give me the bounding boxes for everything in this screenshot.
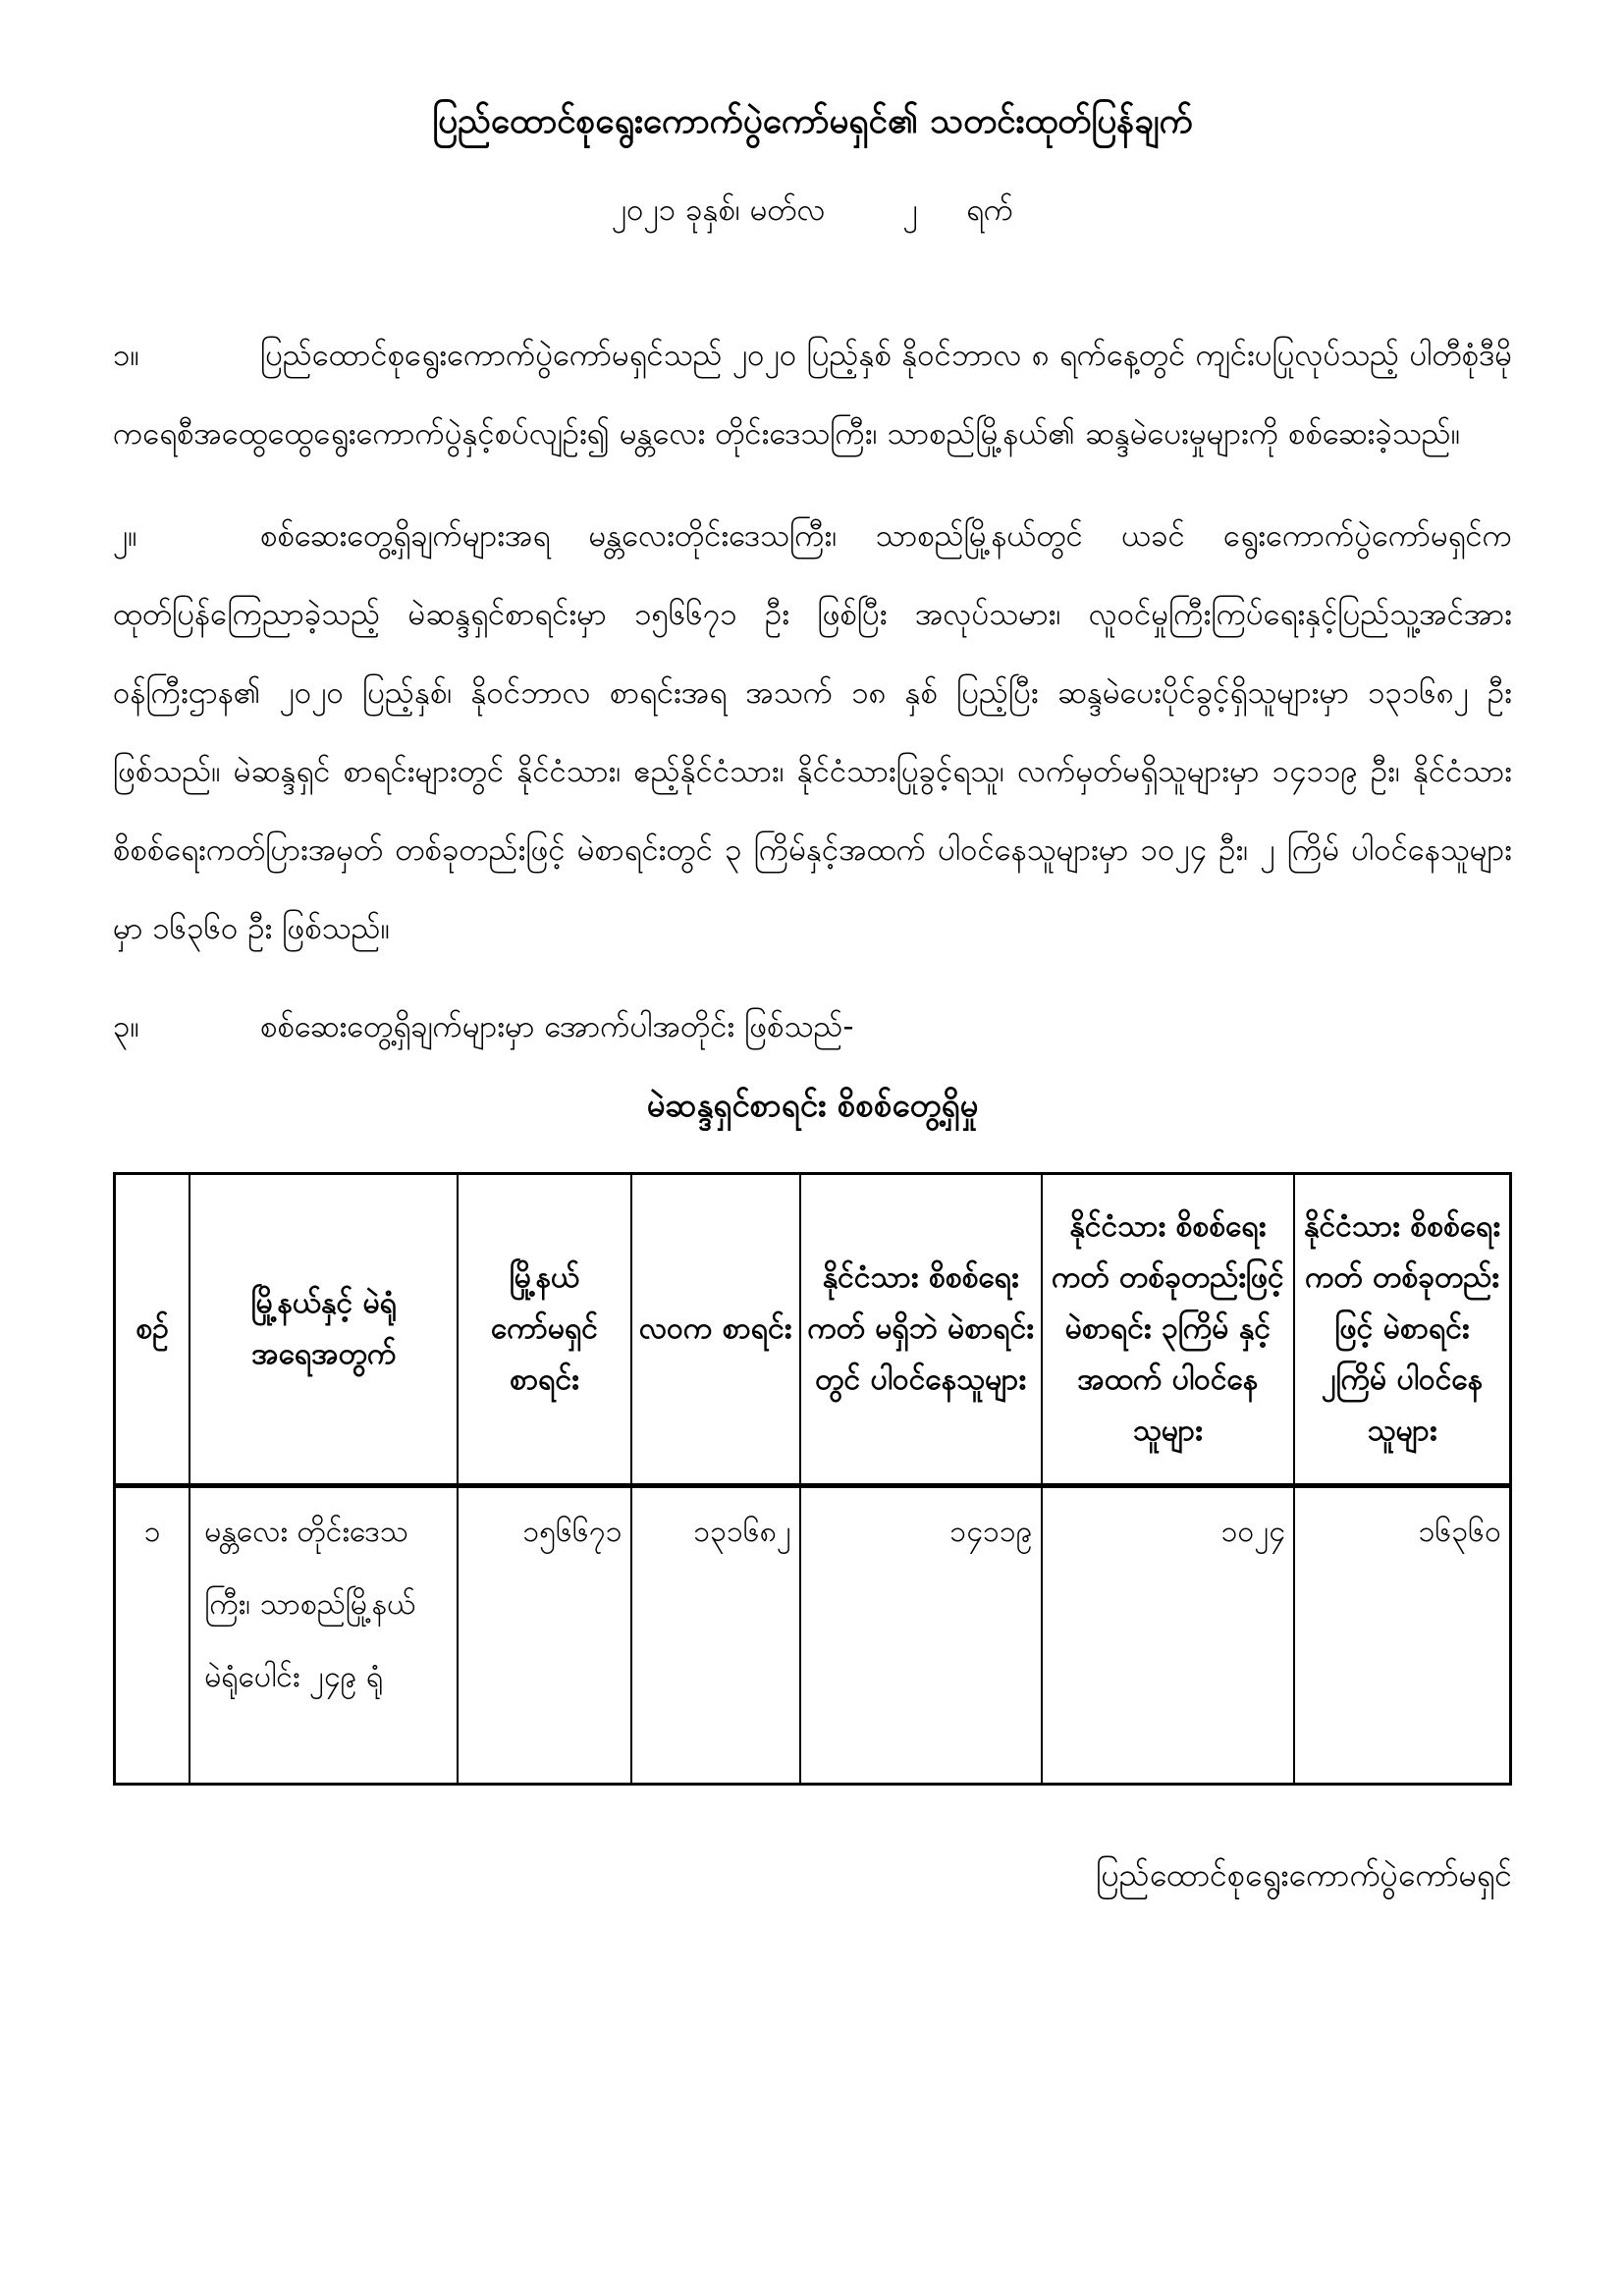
paragraph-1-number: ၁။: [113, 338, 139, 373]
header-same-card-3-or-more-times: နိုင်ငံသား စိစစ်ရေးကတ် တစ်ခုတည်းဖြင့် မဲစာရင်း ၃ကြိမ် နှင့် အထက် ပါဝင်နေသူများ: [1042, 1174, 1294, 1486]
voter-list-table: [113, 1172, 1512, 1786]
signature-line: ပြည်ထောင်စုရွေးကောက်ပွဲကော်မရှင်: [1096, 1856, 1512, 1894]
paragraph-1: [113, 316, 1512, 473]
cell-serial: ၁: [115, 1486, 190, 1785]
table-title: မဲဆန္ဒရှင်စာရင်း စိစစ်တွေ့ရှိမှု: [646, 1086, 979, 1124]
paragraph-3-text: စစ်ဆေးတွေ့ရှိချက်များမှာ အောက်ပါအတိုင်း ဖြစ်သည်-: [260, 1009, 854, 1044]
header-same-card-2-times: နိုင်ငံသား စိစစ်ရေးကတ် တစ်ခုတည်းဖြင့် မဲစာရင်း ၂ကြိမ် ပါဝင်နေသူများ: [1294, 1174, 1510, 1486]
cell-no-card-count: ၁၄၁၁၉: [800, 1486, 1042, 1785]
cell-3-or-more-times-count: ၁၀၂၄: [1042, 1486, 1294, 1785]
header-township-commission-list: မြို့နယ် ကော်မရှင် စာရင်း: [458, 1174, 630, 1486]
cell-immigration-list-count: ၁၃၁၆၈၂: [631, 1486, 800, 1785]
cell-2-times-count: ၁၆၃၆၀: [1294, 1486, 1510, 1785]
header-serial: စဉ်: [115, 1174, 190, 1486]
paragraph-2-text: စစ်ဆေးတွေ့ရှိချက်များအရ မန္တလေးတိုင်းဒေသကြီး၊ သာစည်မြို့နယ်တွင် ယခင် ရွေးကောက်ပွဲကော်မရှင်က ထုတ်ပြန်ကြေညာခဲ့သည့် မဲဆန္ဒရှင်စာရင်းမှာ ၁၅၆၆၇၁ ဦး ဖြစ်ပြီး အလုပ်သမား၊ လူဝင်မှုကြီးကြပ်ရေးနှင့်ပြည်သူ့အင်အားဝန်ကြီးဌာန၏ ၂၀၂၀ ပြည့်နှစ်၊ နိုဝင်ဘာလ စာရင်းအရ အသက် ၁၈ နှစ် ပြည့်ပြီး ဆန္ဒမဲပေးပိုင်ခွင့်ရှိသူများမှာ ၁၃၁၆၈၂ ဦး ဖြစ်သည်။ မဲဆန္ဒရှင် စာရင်းများတွင် နိုင်ငံသား၊ ဧည့်နိုင်ငံသား၊ နိုင်ငံသားပြုခွင့်ရသူ၊ လက်မှတ်မရှိသူများမှာ ၁၄၁၁၉ ဦး၊ နိုင်ငံသားစိစစ်ရေးကတ်ပြားအမှတ် တစ်ခုတည်းဖြင့် မဲစာရင်းတွင် ၃ ကြိမ်နှင့်အထက် ပါဝင်နေသူများမှာ ၁၀၂၄ ဦး၊ ၂ ကြိမ် ပါဝင်နေသူများမှာ ၁၆၃၆၀ ဦး ဖြစ်သည်။: [113, 518, 1512, 946]
document-title: ပြည်ထောင်စုရွေးကောက်ပွဲကော်မရှင်၏ သတင်းထုတ်ပြန်ချက်: [432, 102, 1193, 141]
cell-township: မန္တလေး တိုင်းဒေသကြီး၊ သာစည်မြို့နယ် မဲရုံပေါင်း ၂၄၉ ရုံ: [189, 1486, 458, 1785]
header-immigration-list: လဝက စာရင်း: [631, 1174, 800, 1486]
cell-commission-list-count: ၁၅၆၆၇၁: [458, 1486, 630, 1785]
table-header-row: [115, 1174, 1511, 1486]
header-no-citizenship-card: နိုင်ငံသား စိစစ်ရေးကတ် မရှိဘဲ မဲစာရင်းတွင် ပါဝင်နေသူများ: [800, 1174, 1042, 1486]
paragraph-3: [113, 988, 1512, 1066]
date-line: ၂၀၂၁ ခုနှစ်၊ မတ်လ ၂ ရက်: [611, 192, 1014, 228]
paragraph-2-number: ၂။: [113, 518, 137, 554]
paragraph-3-number: ၃။: [113, 1009, 139, 1044]
paragraph-1-text: ပြည်ထောင်စုရွေးကောက်ပွဲကော်မရှင်သည် ၂၀၂၀ ပြည့်နှစ် နိုဝင်ဘာလ ၈ ရက်နေ့တွင် ကျင်းပပြုလုပ်သည့် ပါတီစုံဒီမိုကရေစီအထွေထွေရွေးကောက်ပွဲနှင့်စပ်လျဉ်း၍ မန္တလေး တိုင်းဒေသကြီး၊ သာစည်မြို့နယ်၏ ဆန္ဒမဲပေးမှုများကို စစ်ဆေးခဲ့သည်။: [113, 338, 1512, 452]
table-data-row: [115, 1486, 1511, 1785]
header-township-polling-stations: မြို့နယ်နှင့် မဲရုံအရေအတွက်: [189, 1174, 458, 1486]
paragraph-2: [113, 497, 1512, 968]
